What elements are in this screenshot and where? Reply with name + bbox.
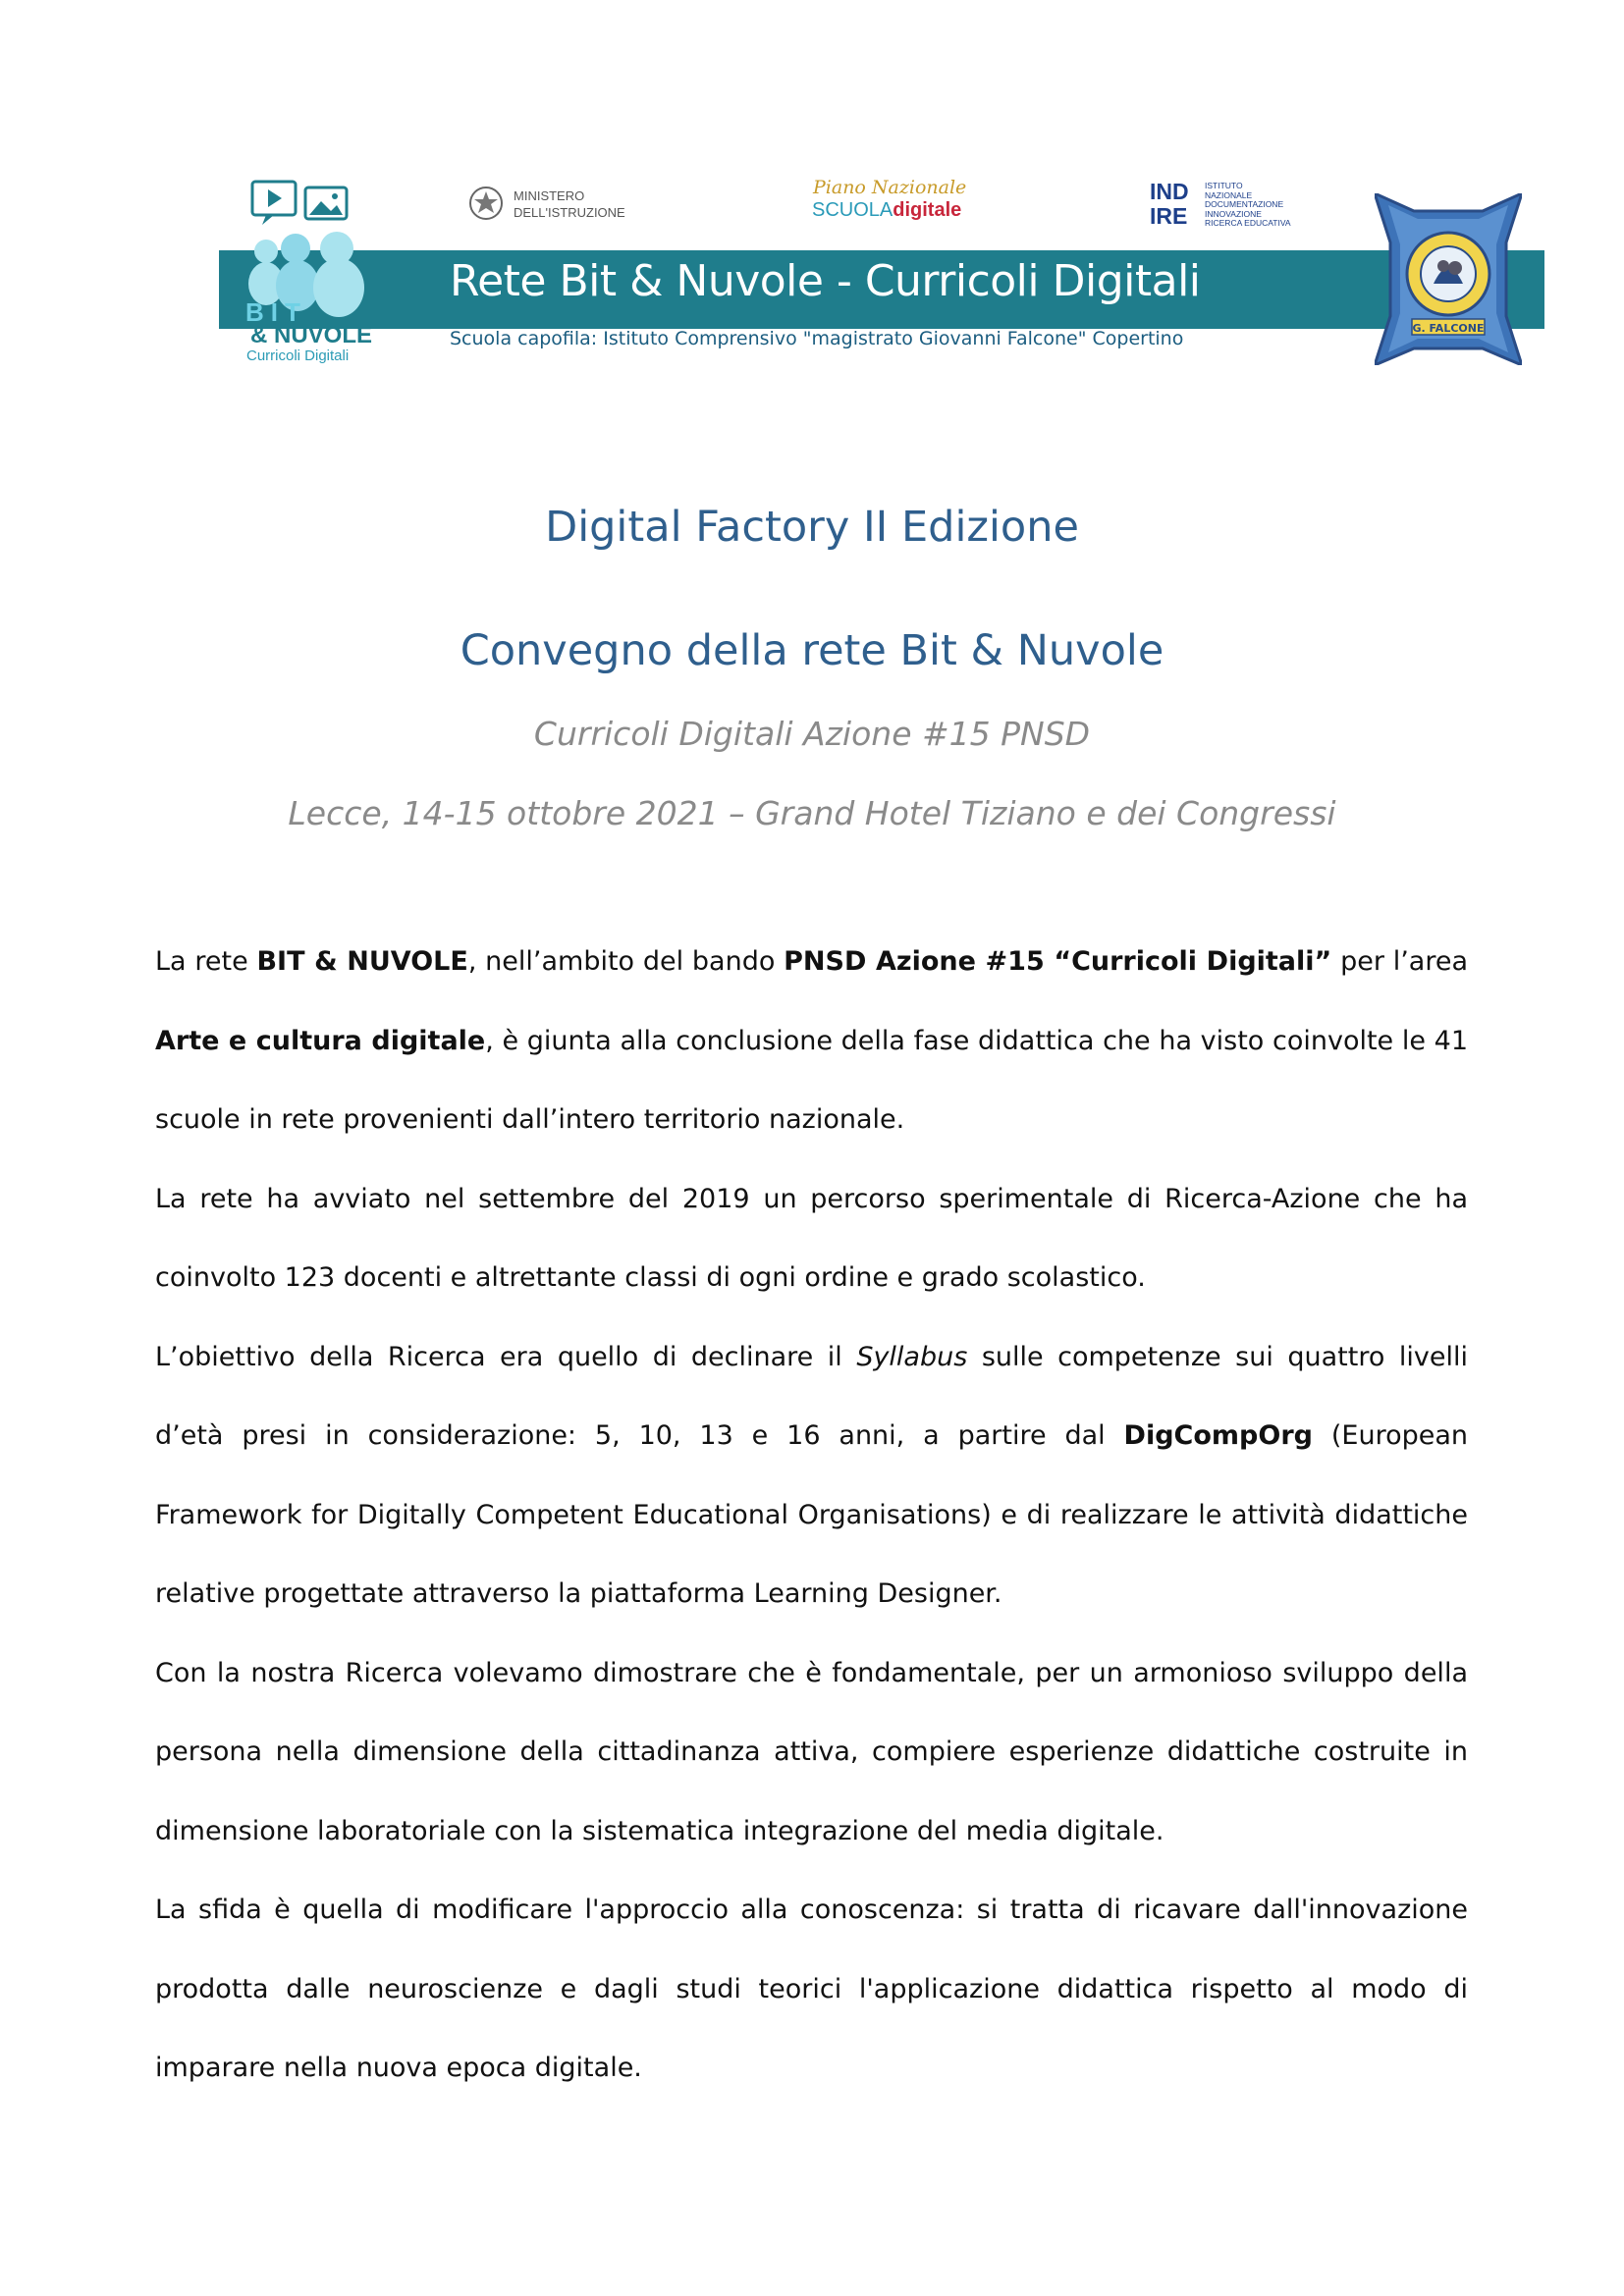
- indire-logo: [1150, 180, 1189, 229]
- indire-line2: IRE: [1150, 203, 1188, 229]
- ministero-line1: MINISTERO: [514, 188, 585, 203]
- paragraph-4: Con la nostra Ricerca volevamo dimostrare che è fondamentale, per un armonioso sviluppo della persona nella dimensione della cittadinanza attiva, compiere esperienze didattiche costruite in dimensione laboratoriale con la sistematica integrazione del media digitale.: [155, 1657, 1468, 1846]
- p1-a: La rete: [155, 946, 257, 977]
- p3-bold-digcomporg: DigCompOrg: [1123, 1420, 1313, 1451]
- ministero-emblem-icon: [468, 184, 504, 223]
- indire-small-2: DOCUMENTAZIONE: [1205, 199, 1284, 209]
- indire-small-4: RICERCA EDUCATIVA: [1205, 218, 1291, 228]
- indire-logo-caption: [1205, 182, 1291, 229]
- p1-bold-bit-nuvole: BIT & NUVOLE: [256, 946, 468, 977]
- p1-c: , nell’ambito del bando: [467, 946, 785, 977]
- paragraph-5: La sfida è quella di modificare l'approccio alla conoscenza: si tratta di ricavare dall'innovazione prodotta dalle neuroscienze e dagli studi teorici l'applicazione didattica rispetto al modo di imparare nella nuova epoca digitale.: [155, 1895, 1468, 2083]
- p1-bold-arte: Arte e cultura digitale: [155, 1025, 486, 1056]
- pnsd-digitale: digitale: [893, 199, 962, 221]
- bit-nuvole-logo-word-bit: BIT: [245, 297, 307, 327]
- document-body: [155, 923, 1468, 2109]
- bit-nuvole-logo-caption: Curricoli Digitali: [246, 347, 350, 364]
- indire-small-3: INNOVAZIONE: [1205, 208, 1262, 219]
- banner-title: Rete Bit & Nuvole - Curricoli Digitali: [450, 256, 1201, 306]
- falcone-seal-text: G. FALCONE: [1412, 322, 1485, 335]
- paragraph-1: [155, 923, 1468, 1160]
- bit-nuvole-logo-word-nuvole: & NUVOLE: [250, 322, 373, 348]
- indire-small-0: ISTITUTO: [1205, 181, 1243, 190]
- header-banner: [211, 162, 1551, 373]
- pnsd-logo-line2: [812, 199, 961, 222]
- paragraph-2: La rete ha avviato nel settembre del 2019 un percorso sperimentale di Ricerca-Azione che ha coinvolto 123 docenti e altrettante classi di ogni ordine e grado scolastico.: [155, 1183, 1468, 1293]
- pnsd-scuola: SCUOLA: [812, 199, 893, 221]
- ministero-logo-text: [514, 187, 625, 221]
- indire-small-1: NAZIONALE: [1205, 189, 1253, 200]
- p3-italic-syllabus: Syllabus: [856, 1341, 968, 1372]
- falcone-school-seal-icon: [1375, 193, 1522, 365]
- pnsd-logo-line1: Piano Nazionale: [813, 177, 967, 198]
- event-title: Convegno della rete Bit & Nuvole: [460, 626, 1164, 675]
- ministero-line2: DELL'ISTRUZIONE: [514, 205, 625, 220]
- event-subtitle: Curricoli Digitali Azione #15 PNSD: [533, 715, 1091, 753]
- document-title: Digital Factory II Edizione: [545, 503, 1079, 552]
- event-place-date: Lecce, 14-15 ottobre 2021 – Grand Hotel Tiziano e dei Congressi: [288, 794, 1336, 832]
- p1-d: per l’area: [1331, 946, 1469, 977]
- p1-e: , è giunta alla conclusione della fase didattica che ha visto coinvolte le 41 scuole in rete provenienti dall’intero territorio nazionale.: [155, 1025, 1468, 1135]
- paragraph-3: [155, 1318, 1468, 1634]
- indire-line1: IND: [1150, 179, 1189, 204]
- banner-subtitle: Scuola capofila: Istituto Comprensivo "magistrato Giovanni Falcone" Copertino: [450, 328, 1184, 349]
- p3-c: (European Framework for Digitally Competent Educational Organisations) e di realizzare le attività didattiche relative progettate attraverso la piattaforma Learning Designer.: [155, 1420, 1468, 1609]
- p1-bold-pnsd: PNSD Azione #15 “Curricoli Digitali”: [784, 946, 1332, 977]
- p3-b: sulle competenze sui quattro livelli d’età presi in considerazione: 5, 10, 13 e 16 anni, a partire dal: [155, 1341, 1468, 1451]
- p3-a: L’obiettivo della Ricerca era quello di declinare il: [155, 1341, 857, 1372]
